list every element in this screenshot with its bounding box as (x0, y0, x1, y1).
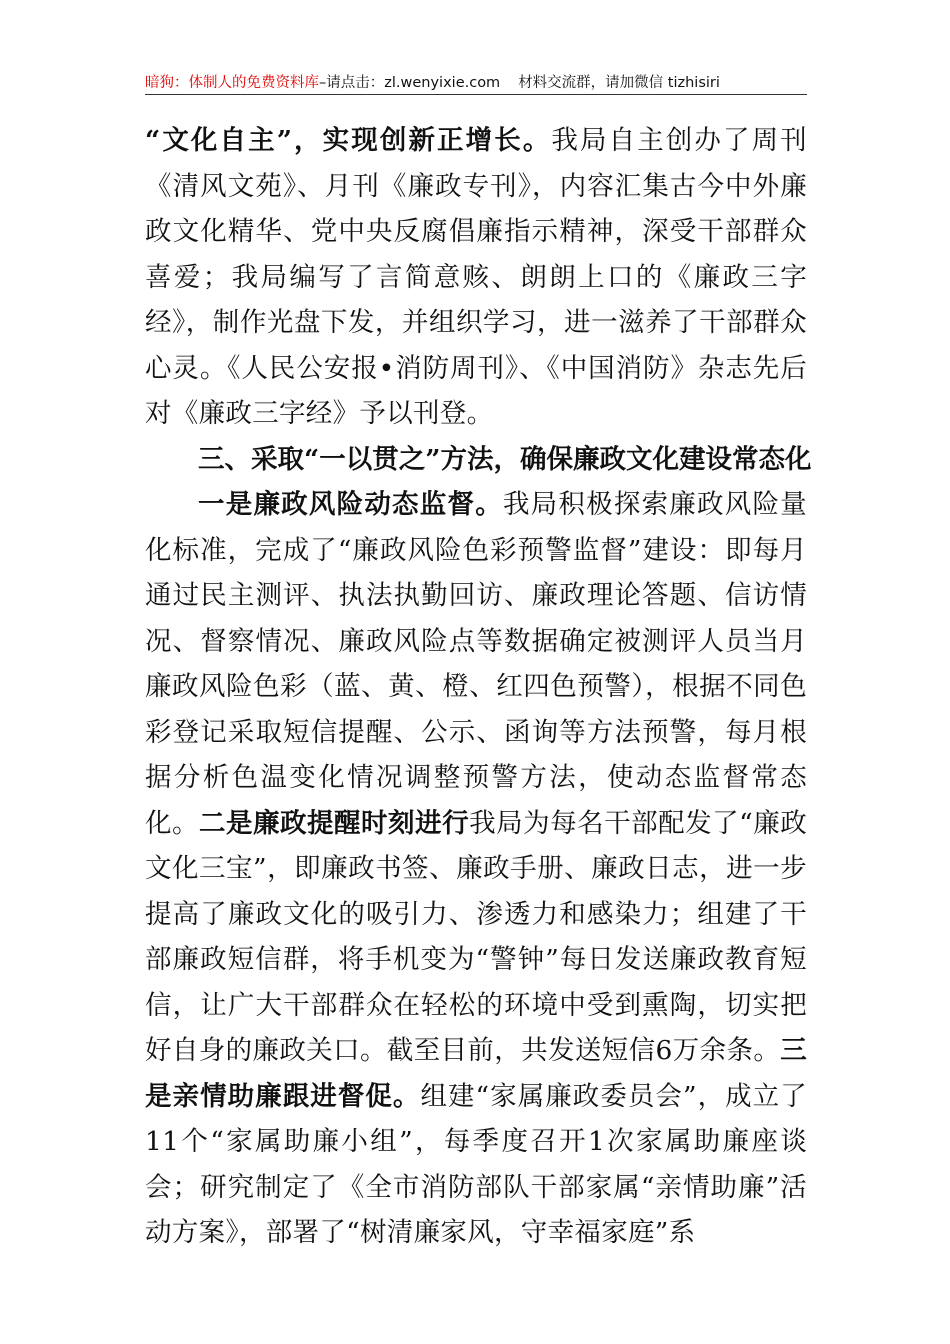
header-link[interactable]: –请点击：zl.wenyixie.com (319, 74, 501, 91)
paragraph-text-2: 我局为每名干部配发了“廉政文化三宝”，即廉政书签、廉政手册、廉政日志，进一步提高了廉政文化的吸引力、渗透力和感染力；组建了干部廉政短信群，将手机变为“警钟”每日发送廉政教育短信，让广大干部群众在轻松的环境中受到熏陶，切实把好自身的廉政关口。截至目前，共发送短信6万余条。 (145, 807, 807, 1066)
paragraph-heading-bold-3: 三是亲情助廉跟进督促。 (145, 1035, 807, 1112)
page-header (145, 68, 807, 95)
paragraph-heading-bold-1: 一是廉政风险动态监督。 (198, 489, 503, 520)
header-wechat-note: 材料交流群，请加微信 tizhisiri (518, 74, 720, 91)
document-body (145, 118, 812, 1256)
paragraph-text: 我局自主创办了周刊《清风文苑》、月刊《廉政专刊》，内容汇集古今中外廉政文化精华、党中央反腐倡廉指示精神，深受干部群众喜爱；我局编写了言简意赅、朗朗上口的《廉政三字经》，制作光盘下发，并组织学习，进一滋养了干部群众心灵。《人民公安报•消防周刊》、《中国消防》杂志先后对《廉政三字经》予以刊登。 (145, 125, 807, 429)
paragraph-heading-bold-2: 二是廉政提醒时刻进行 (199, 807, 470, 839)
section-3-title: 三、采取“一以贯之”方法，确保廉政文化建设常态化 (198, 443, 812, 475)
header-site-name: 暗狗：体制人的免费资料库 (145, 74, 319, 91)
paragraph-text-3: 组建“家属廉政委员会”，成立了11个“家属助廉小组”，每季度召开1次家属助廉座谈会；研究制定了《全市消防部队干部家属“亲情助廉”活动方案》，部署了“树清廉家风，守幸福家庭”系 (145, 1080, 807, 1248)
paragraph-heading-bold: “文化自主”，实现创新正增长。 (145, 125, 552, 156)
paragraph-culture-autonomy (145, 118, 807, 437)
paragraph-text-1: 我局积极探索廉政风险量化标准，完成了“廉政风险色彩预警监督”建设：即每月通过民主测评、执法执勤回访、廉政理论答题、信访情况、督察情况、廉政风险点等数据确定被测评人员当月廉政风险色彩（蓝、黄、橙、红四色预警），根据不同色彩登记采取短信提醒、公示、函询等方法预警，每月根据分析色温变化情况调整预警方法，使动态监督常态化。 (145, 489, 807, 839)
paragraph-risk-supervision (145, 482, 807, 1256)
